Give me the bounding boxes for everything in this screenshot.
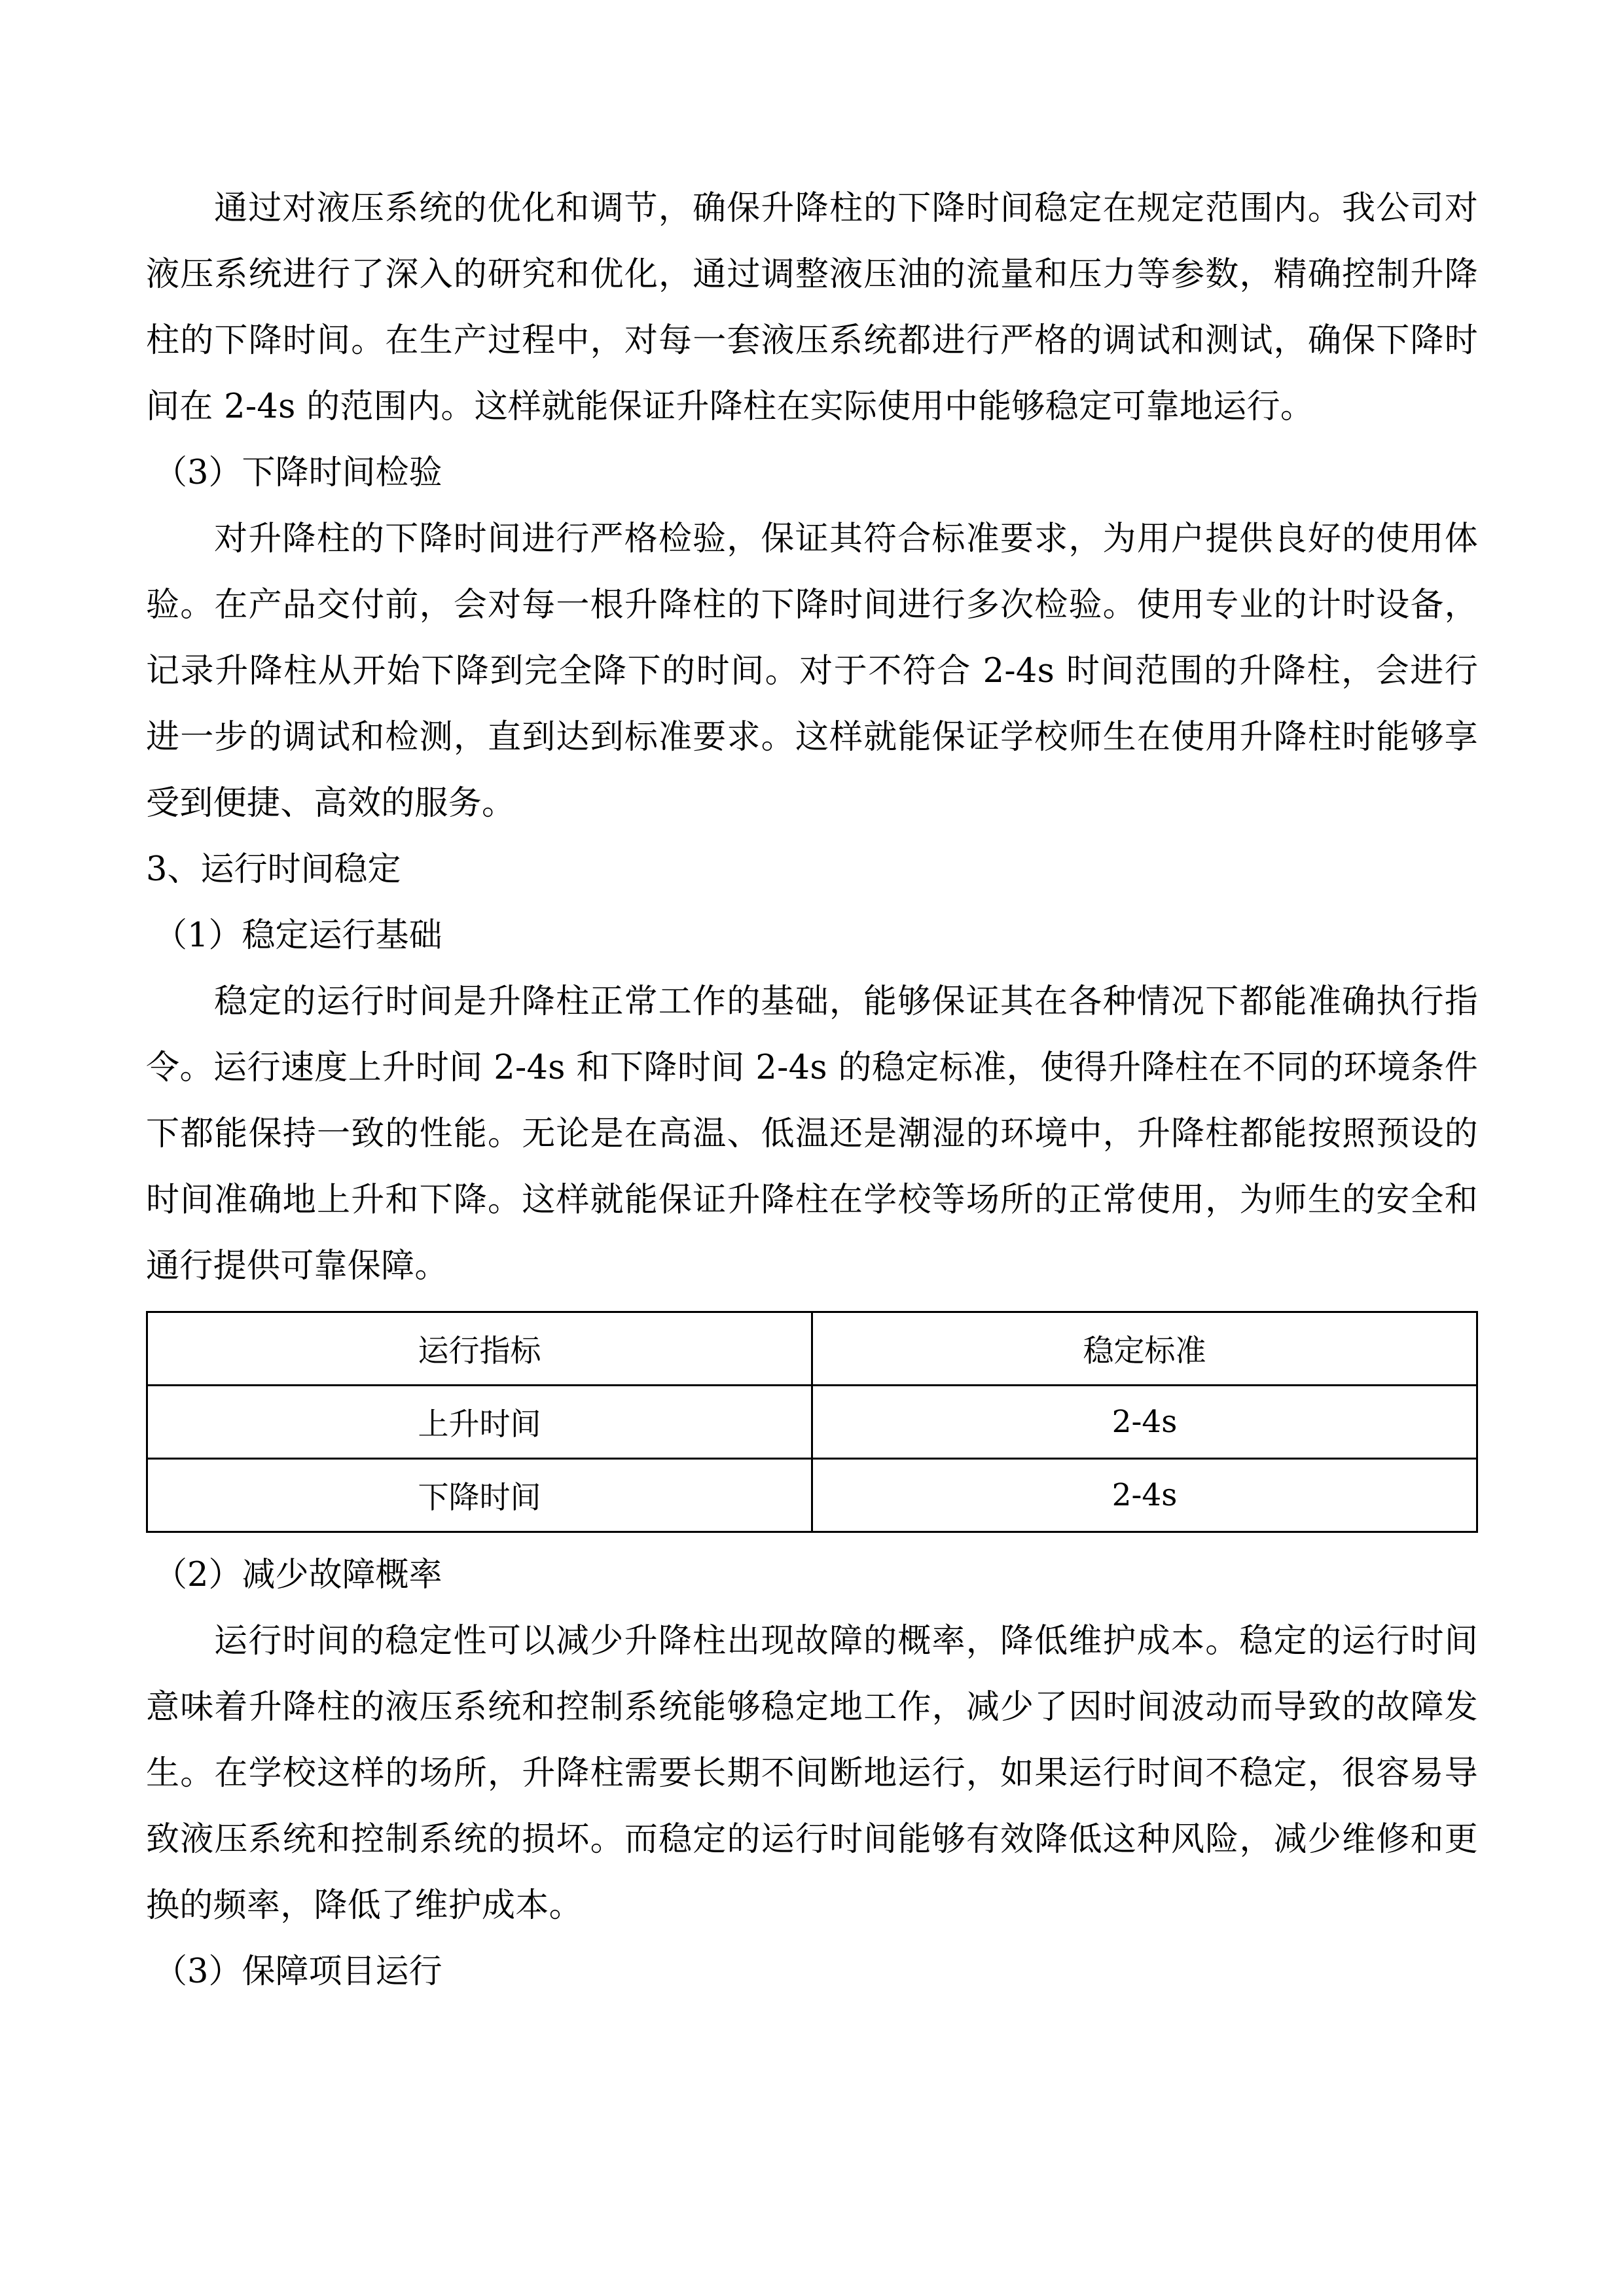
table-cell-descent-time-value: 2-4s	[812, 1459, 1477, 1532]
table-row	[147, 1459, 1477, 1532]
paragraph-descent-time-inspection: 对升降柱的下降时间进行严格检验，保证其符合标准要求，为用户提供良好的使用体验。在产品交付前，会对每一根升降柱的下降时间进行多次检验。使用专业的计时设备，记录升降柱从开始下降到完全降下的时间。对于不符合 2-4s 时间范围的升降柱，会进行进一步的调试和检测，直到达到标准要求。这样就能保证学校师生在使用升降柱时能够享受到便捷、高效的服务。	[146, 520, 1478, 823]
page-content	[146, 175, 1478, 2005]
paragraph-stable-operation-basis: 稳定的运行时间是升降柱正常工作的基础，能够保证其在各种情况下都能准确执行指令。运行速度上升时间 2-4s 和下降时间 2-4s 的稳定标准，使得升降柱在不同的环境条件下都能保持一致的性能。无论是在高温、低温还是潮湿的环境中，升降柱都能按照预设的时间准确地上升和下降。这样就能保证升降柱在学校等场所的正常使用，为师生的安全和通行提供可靠保障。	[146, 982, 1478, 1285]
table-header-row	[147, 1312, 1477, 1386]
table-cell-descent-time-label: 下降时间	[147, 1459, 812, 1532]
heading-stable-operation-basis: （1）稳定运行基础	[154, 916, 442, 955]
heading-reduce-fault-probability: （2）减少故障概率	[154, 1556, 442, 1594]
table-cell-rise-time-value: 2-4s	[812, 1386, 1477, 1459]
heading-guarantee-project-operation: （3）保障项目运行	[154, 1952, 442, 1991]
runtime-stability-table	[146, 1311, 1478, 1533]
heading-descent-time-inspection: （3）下降时间检验	[154, 454, 442, 492]
paragraph-hydraulic-optimization: 通过对液压系统的优化和调节，确保升降柱的下降时间稳定在规定范围内。我公司对液压系统进行了深入的研究和优化，通过调整液压油的流量和压力等参数，精确控制升降柱的下降时间。在生产过程中，对每一套液压系统都进行严格的调试和测试，确保下降时间在 2-4s 的范围内。这样就能保证升降柱在实际使用中能够稳定可靠地运行。	[146, 189, 1478, 426]
table-cell-rise-time-label: 上升时间	[147, 1386, 812, 1459]
heading-section-runtime-stability: 3、运行时间稳定	[146, 850, 401, 889]
table-row	[147, 1386, 1477, 1459]
paragraph-reduce-fault-probability: 运行时间的稳定性可以减少升降柱出现故障的概率，降低维护成本。稳定的运行时间意味着升降柱的液压系统和控制系统能够稳定地工作，减少了因时间波动而导致的故障发生。在学校这样的场所，升降柱需要长期不间断地运行，如果运行时间不稳定，很容易导致液压系统和控制系统的损坏。而稳定的运行时间能够有效降低这种风险，减少维修和更换的频率，降低了维护成本。	[146, 1622, 1478, 1925]
table-header-cell-metric: 运行指标	[147, 1312, 812, 1386]
table-header-cell-standard: 稳定标准	[812, 1312, 1477, 1386]
